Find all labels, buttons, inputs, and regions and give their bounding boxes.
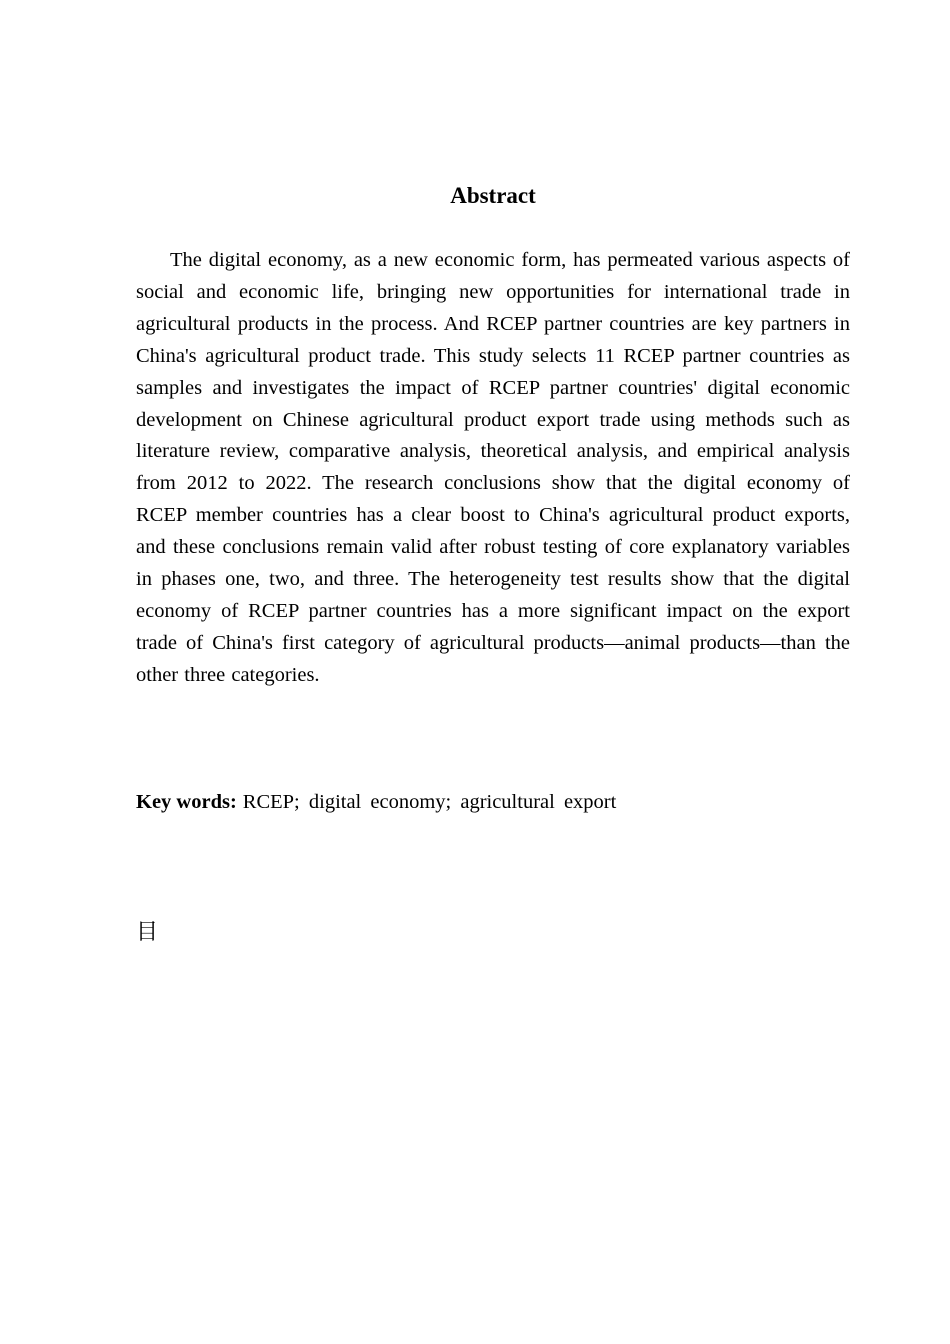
abstract-title: Abstract: [450, 183, 536, 208]
abstract-body: The digital economy, as a new economic form, has permeated various aspects of social and economic life, bringing new opportunities for international trade in agricultural products in the process. And RCEP partner countries are key partners in China's agricultural product trade. This study selects 11 RCEP partner countries as samples and investigates the impact of RCEP partner countries' digital economic development on Chinese agricultural product export trade using methods such as literature review, comparative analysis, theoretical analysis, and empirical analysis from 2012 to 2022. The research conclusions show that the digital economy of RCEP member countries has a clear boost to China's agricultural product exports, and these conclusions remain valid after robust testing of core explanatory variables in phases one, two, and three. The heterogeneity test results show that the digital economy of RCEP partner countries has a more significant impact on the export trade of China's first category of agricultural products—animal products—than the other three categories.: [136, 249, 850, 686]
keywords-value: RCEP; digital economy; agricultural export: [242, 791, 617, 813]
toc-heading: 目: [136, 920, 159, 945]
keywords-line: [136, 787, 850, 817]
keywords-label: Key words:: [136, 791, 237, 813]
